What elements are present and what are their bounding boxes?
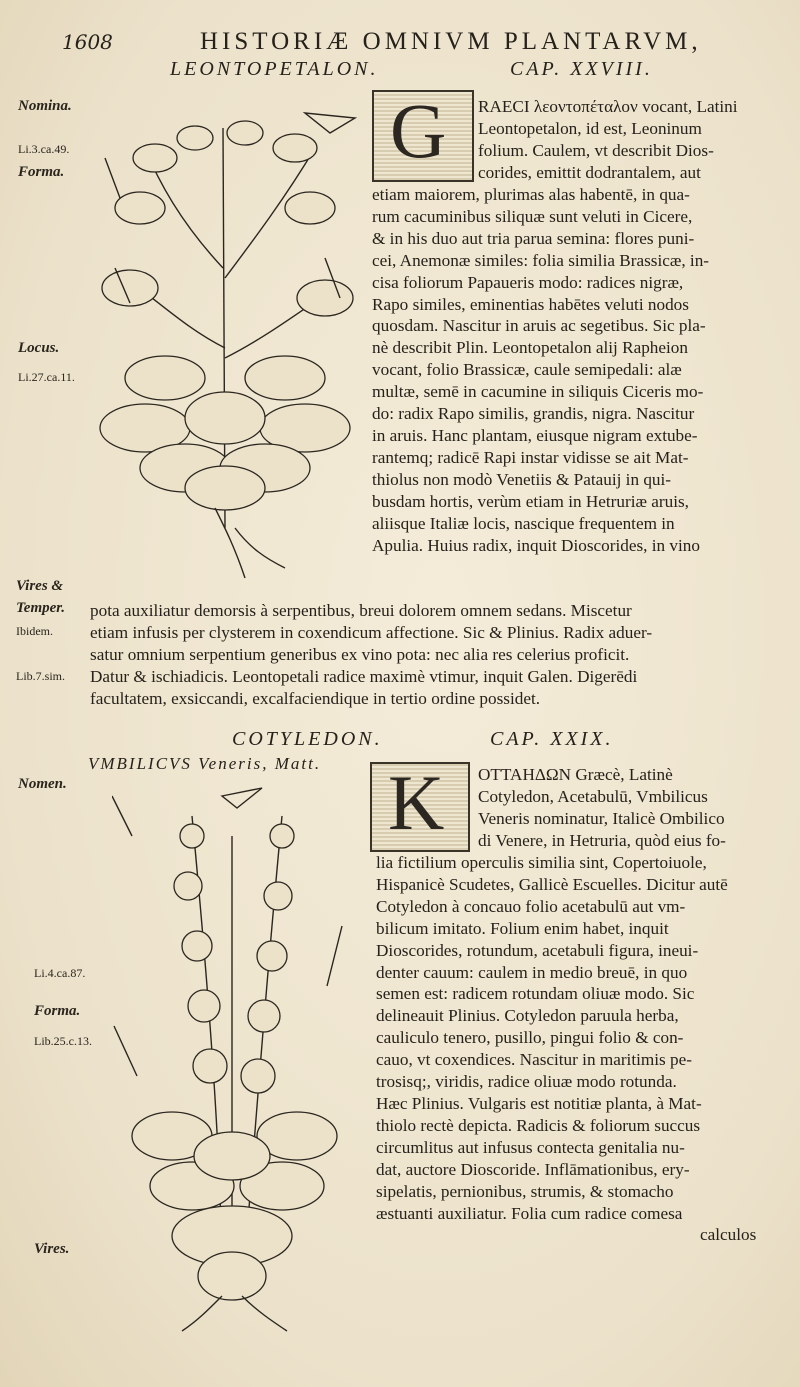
margin-li4: Li.4.ca.87. [34, 966, 86, 980]
text-line: bilicum imitato. Folium enim habet, inquit [376, 918, 669, 938]
drop-cap-g: G [372, 90, 474, 182]
text-line: & in his duo aut tria parua semina: flores puni- [372, 228, 695, 248]
text-line: cauo, vt coxendices. Nascitur in maritimis pe- [376, 1050, 692, 1070]
leontopetalon-woodcut [85, 88, 370, 588]
text-line: folium. Caulem, vt describit Dios- [478, 140, 714, 160]
catchword: calculos [700, 1225, 757, 1244]
text-line: dat, auctore Dioscoride. Inflāmationibus, ery- [376, 1159, 690, 1179]
margin-ibidem: Ibidem. [16, 624, 53, 638]
text-line: OTTAHΔΩN Græcè, Latinè [478, 765, 673, 784]
text-line: Datur & ischiadicis. Leontopetali radice maximè vtimur, inquit Galen. Digerēdi [90, 666, 638, 686]
text-line: busdam hortis, verùm etiam in Hetruriæ aruis, [372, 491, 689, 511]
margin-forma: Forma. [18, 164, 65, 180]
section2-subtitle: VMBILICVS Veneris, Matt. [88, 754, 322, 773]
text-line: di Venere, in Hetruria, quòd eius fo- [478, 830, 726, 850]
text-line: etiam infusis per clysterem in coxendicum affectione. Sic & Plinius. Radix aduer- [90, 622, 653, 642]
text-line: lia fictilium operculis similia sint, Copertoiuole, [376, 853, 707, 872]
text-line: vocant, folio Brassicæ, caule semipedali: alæ [372, 360, 682, 380]
text-line: nè describit Plin. Leontopetalon alij Rapheion [372, 338, 688, 358]
text-line: rum cacuminibus siliquæ sunt veluti in Cicere, [372, 206, 693, 226]
text-line: aliisque Italiæ locis, nascique frequentem in [372, 513, 675, 533]
text-line: multæ, semē in cacumine in siliquis Ciceris mo- [372, 382, 704, 402]
text-line: do: radix Rapo similis, grandis, nigra. Nascitur [372, 404, 695, 424]
drop-cap-k: K [370, 762, 470, 852]
text-line: Hæc Plinius. Vulgaris est notitiæ planta, à Mat- [376, 1093, 702, 1113]
text-line: quosdam. Nascitur in aruis ac segetibus. Sic pla- [372, 316, 706, 336]
text-line: Leontopetalon, id est, Leoninum [478, 118, 702, 138]
text-line: delineauit Plinius. Cotyledon paruula herba, [376, 1006, 679, 1026]
section1-chapter: CAP. XXVIII. [510, 58, 653, 80]
margin-nomen: Nomen. [18, 776, 67, 792]
section2-title: COTYLEDON. [232, 728, 383, 750]
text-line: etiam maiorem, plurimas alas habentē, in qua- [372, 185, 690, 204]
margin-lib7: Lib.7.sim. [16, 669, 66, 683]
text-line: æstuanti auxiliatur. Folia cum radice comesa [376, 1203, 683, 1223]
text-line: Dioscorides, rotundum, acetabuli figura, ineui- [376, 940, 699, 960]
text-line: cei, Anemonæ similes: folia similia Brassicæ, in- [372, 250, 710, 270]
text-line: Cotyledon, Acetabulū, Vmbilicus [478, 786, 708, 806]
text-line: thiolus non modò Venetiis & Patauij in qui- [372, 469, 672, 489]
section1-title: LEONTOPETALON. [170, 58, 379, 80]
text-line: rantemq; radicē Rapi instar vidisse se ait Mat- [372, 447, 689, 467]
text-line: semen est: radicem rotundam oliuæ modo. Sic [376, 984, 695, 1004]
running-title: HISTORIÆ OMNIVM PLANTARVM, [200, 28, 702, 55]
margin-vires: Vires & [16, 578, 64, 594]
margin-temper: Temper. [16, 600, 66, 616]
margin-nomina: Nomina. [18, 98, 72, 114]
margin-nomina-ref: Li.3.ca.49. [18, 142, 70, 156]
text-line: corides, emittit dodrantalem, aut [478, 162, 701, 182]
text-line: satur omnium serpentium generibus ex vino pota: nec alia res celerius proficit. [90, 644, 630, 664]
section1-text-beside-cap [478, 96, 768, 184]
section1-text-full-width [90, 600, 770, 710]
text-line: thiolo rectè depicta. Radicis & foliorum succus [376, 1115, 701, 1135]
text-line: in aruis. Hanc plantam, eiusque nigram extube- [372, 425, 698, 445]
section2-text-beside-figure [376, 852, 768, 1224]
margin-lib25: Lib.25.c.13. [34, 1034, 92, 1048]
text-line: Cotyledon à concauo folio acetabulū aut vm- [376, 896, 686, 916]
text-line: Apulia. Huius radix, inquit Dioscorides, in vino [372, 535, 700, 555]
text-line: circumlitus aut infusus contecta genitalia nu- [376, 1137, 685, 1157]
text-line: Veneris nominatur, Italicè Ombilico [478, 808, 725, 828]
text-line: RAECI λεοντοπέταλον vocant, Latini [478, 97, 738, 116]
text-line: Rapo similes, eminentias habētes veluti nodos [372, 294, 689, 314]
text-line: pota auxiliatur demorsis à serpentibus, breui dolorem omnem sedans. Miscetur [90, 601, 632, 620]
text-line: cisa foliorum Papaueris modo: radices nigræ, [372, 272, 684, 292]
margin-forma-2: Forma. [34, 1003, 81, 1019]
margin-vires-2: Vires. [34, 1241, 70, 1257]
text-line: trosisq;, viridis, radice oliuæ modo rotunda. [376, 1072, 677, 1092]
text-line: Hispanicè Scudetes, Gallicè Escuelles. Dicitur autē [376, 874, 728, 894]
text-line: cauliculo tenero, pusillo, pingui folio & con- [376, 1028, 684, 1048]
section2-chapter: CAP. XXIX. [490, 728, 614, 750]
section2-text-beside-cap [478, 764, 768, 852]
margin-locus-ref: Li.27.ca.11. [18, 370, 75, 384]
text-line: facultatem, exsiccandi, excalfaciendique in tertio ordine possidet. [90, 688, 541, 708]
page-number: 1608 [62, 30, 113, 54]
section1-text-beside-figure [372, 184, 768, 556]
margin-locus: Locus. [18, 340, 60, 356]
cotyledon-woodcut [112, 776, 362, 1336]
text-line: denter cauum: caulem in medio breuē, in quo [376, 962, 688, 982]
text-line: sipelatis, pernionibus, strumis, & stomacho [376, 1181, 674, 1201]
